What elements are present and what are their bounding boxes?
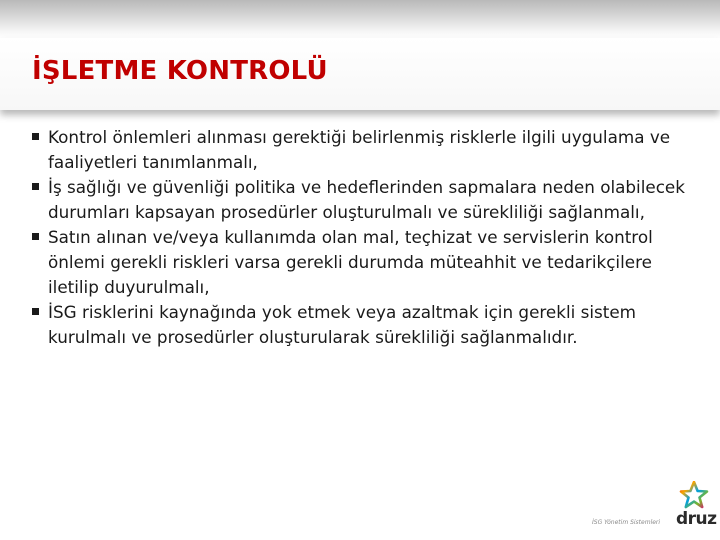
bullet-item: [30, 300, 700, 350]
square-bullet-icon: [32, 133, 39, 140]
square-bullet-icon: [32, 308, 39, 315]
bullet-item: [30, 225, 700, 300]
square-bullet-icon: [32, 183, 39, 190]
star-logo-icon: [679, 481, 709, 509]
bullet-item: [30, 175, 700, 225]
bullet-text: İSG risklerini kaynağında yok etmek veya azaltmak için gerekli sistem kurulmalı ve prosedürler oluşturularak sürekliliği sağlanmalıdır.: [48, 302, 637, 347]
bullet-text: Satın alınan ve/veya kullanımda olan mal, teçhizat ve servislerin kontrol önlemi gerekli riskleri varsa gerekli durumda müteahhit ve tedarikçilere iletilip duyurulmalı,: [48, 227, 653, 297]
brand-logo-text: druz: [676, 509, 717, 529]
bullet-text: İş sağlığı ve güvenliği politika ve hedeflerinden sapmalara neden olabilecek durumları kapsayan prosedürler oluşturulmalı ve sürekliliği sağlanmalı,: [48, 177, 685, 222]
header-gradient-band: [0, 0, 720, 38]
slide-title: İŞLETME KONTROLÜ: [32, 56, 328, 86]
footer-caption: İSG Yönetim Sistemleri: [592, 519, 661, 526]
bullet-text: Kontrol önlemleri alınması gerektiği belirlenmiş risklerle ilgili uygulama ve faaliyetleri tanımlanmalı,: [48, 127, 671, 172]
square-bullet-icon: [32, 233, 39, 240]
bullet-list: [30, 125, 700, 350]
bullet-item: [30, 125, 700, 175]
